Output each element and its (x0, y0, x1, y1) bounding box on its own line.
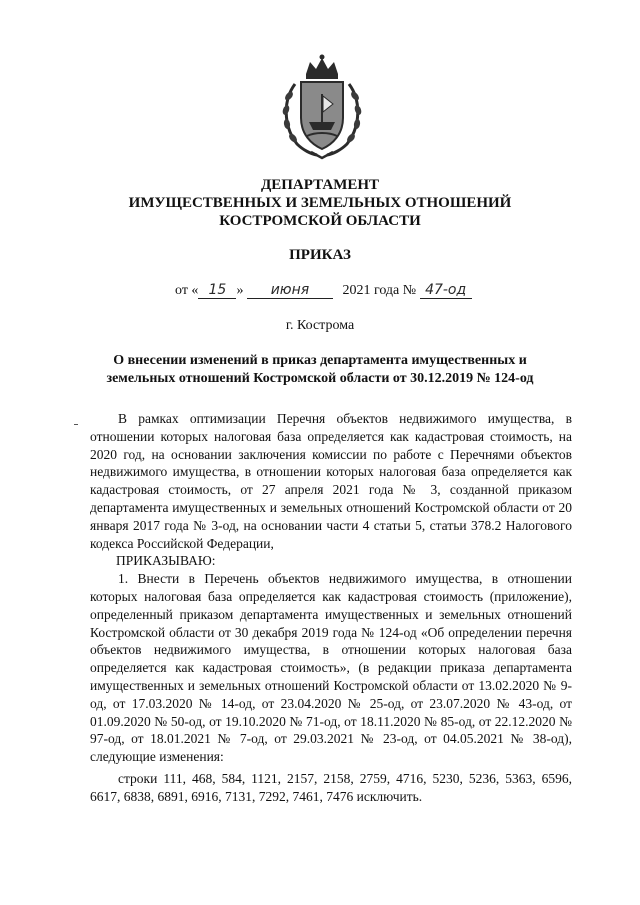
order-subject (80, 352, 560, 388)
date-prefix: от « (175, 283, 199, 298)
margin-mark (74, 424, 78, 425)
order-body (90, 410, 572, 806)
order-word: ПРИКАЗЫВАЮ: (116, 553, 216, 569)
coat-of-arms-emblem (277, 52, 367, 160)
date-quote-close: » (236, 283, 244, 298)
handwritten-month: июня (247, 283, 333, 299)
subject-line-1: О внесении изменений в приказ департамента имущественных и (113, 353, 527, 368)
department-title-line-3: КОСТРОМСКОЙ ОБЛАСТИ (219, 213, 421, 229)
document-type-title: ПРИКАЗ (289, 247, 351, 263)
handwritten-order-number: 47-од (420, 283, 472, 299)
city-name: г. Кострома (285, 318, 355, 333)
department-title-line-1: ДЕПАРТАМЕНТ (260, 177, 380, 193)
department-title-line-2: ИМУЩЕСТВЕННЫХ И ЗЕМЕЛЬНЫХ ОТНОШЕНИЙ (128, 195, 512, 211)
date-year-text: 2021 года № (342, 283, 417, 298)
preamble-paragraph: В рамках оптимизации Перечня объектов недвижимого имущества, в отношении которых налоговая база определяется как кадастровая стоимость, на 2020 год, на основании заключения комиссии по работе с Перечнями объектов недвижимого имущества, в отношении которых налоговая база определяется как кадастровая стоимость, от 27 апреля 2021 года № 3, созданной приказом департамента имущественных и земельных отношений Костромской области от 20 января 2017 года № 3-од, на основании части 4 статьи 5, статьи 378.2 Налогового кодекса Российской Федерации, (90, 411, 572, 551)
subject-line-2: земельных отношений Костромской области от 30.12.2019 № 124-од (106, 371, 534, 386)
rows-exclusion-paragraph: строки 111, 468, 584, 1121, 2157, 2158, 2759, 4716, 5230, 5236, 5363, 6596, 6617, 6838, 6891, 6916, 7131, 7292, 7461, 7476 исключить. (90, 770, 572, 804)
item-1-paragraph: 1. Внести в Перечень объектов недвижимого имущества, в отношении которых налоговая база определяется как кадастровая стоимость (приложение), определенный приказом департамента имущественных и земельных отношений Костромской области от 30 декабря 2019 года № 124-од «Об определении перечня объектов недвижимого имущества, в отношении которых налоговая база определяется как кадастровая стоимость», (в редакции приказа департамента имущественных и земельных отношений Костромской области от 13.02.2020 № 9-од, от 17.03.2020 № 14-од, от 23.04.2020 № 25-од, от 23.07.2020 № 43-од, от 01.09.2020 № 50-од, от 19.10.2020 № 71-од, от 18.11.2020 № 85-од, от 22.12.2020 № 97-од, от 18.01.2021 № 7-од, от 29.03.2021 № 23-од, от 04.05.2021 № 38-од), следующие изменения: (90, 571, 572, 765)
handwritten-day: 15 (198, 283, 236, 299)
order-date-line (175, 283, 472, 299)
